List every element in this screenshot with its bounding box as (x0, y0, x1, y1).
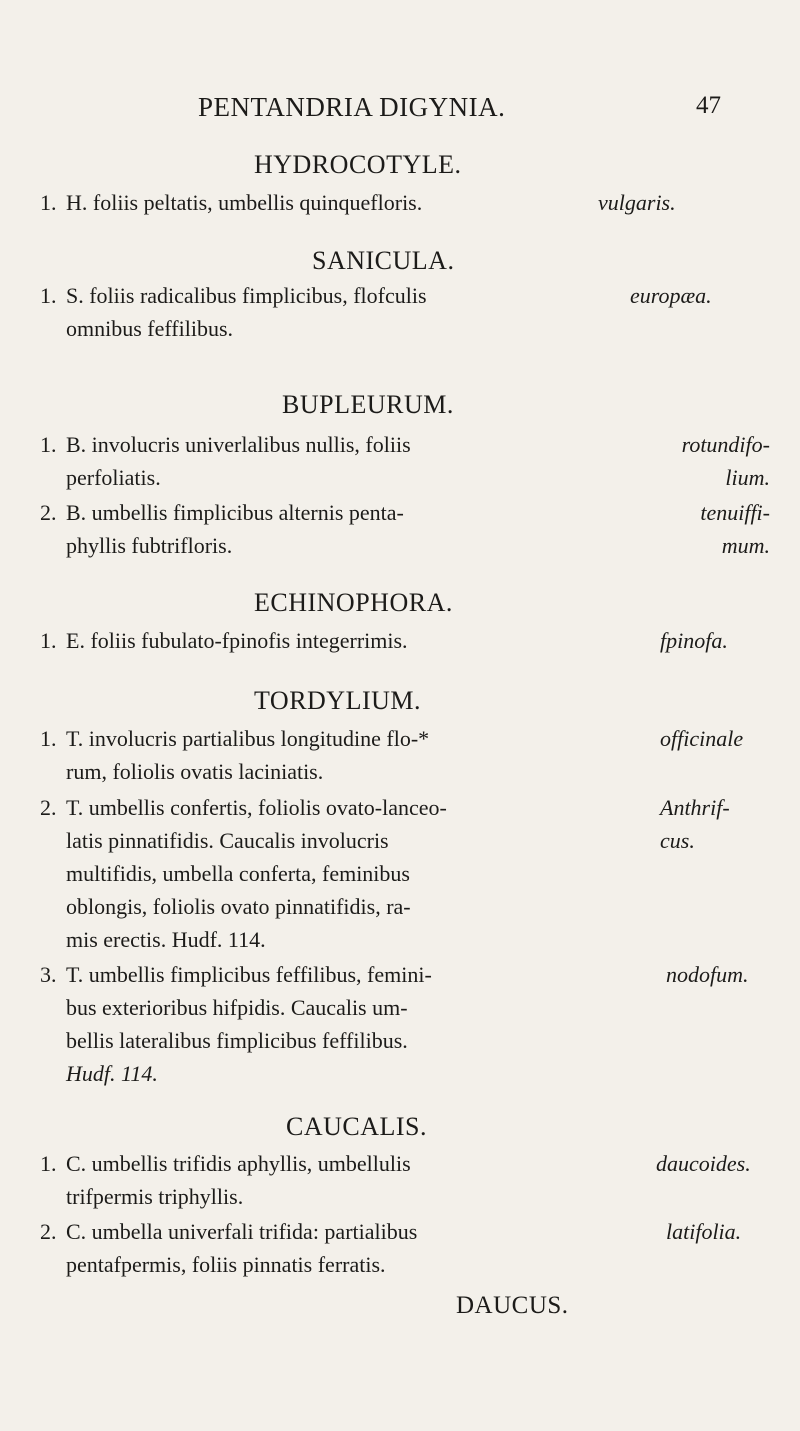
entry-line: latis pinnatifidis. Caucalis involucris (66, 828, 389, 853)
entry-line: phyllis fubtrifloris. (66, 533, 233, 558)
running-head: PENTANDRIA DIGYNIA. (198, 92, 506, 122)
entry-line: T. umbellis confertis, foliolis ovato-lanceo- (66, 795, 447, 820)
genus-heading: BUPLEURUM. (282, 390, 454, 419)
genus-heading: CAUCALIS. (286, 1112, 428, 1141)
species-epithet: fpinofa. (660, 628, 728, 653)
entry-line: S. foliis radicalibus fimplicibus, flofculis (66, 283, 427, 308)
entry-line: C. umbella univerfali trifida: partialibus (66, 1219, 418, 1244)
entry-line: omnibus feffilibus. (66, 316, 234, 341)
entry-line: E. foliis fubulato-fpinofis integerrimis. (66, 628, 408, 653)
entry-number: 1. (40, 283, 57, 308)
entry-text (66, 722, 646, 788)
entry-line: H. foliis peltatis, umbellis quinquefloris. (66, 190, 423, 215)
entry-text (66, 1215, 646, 1281)
entry-line: pentafpermis, foliis pinnatis ferratis. (66, 1252, 386, 1277)
entry-line: bellis lateralibus fimplicibus feffilibus. (66, 1028, 408, 1053)
species-epithet: officinale (660, 726, 744, 751)
catchword: DAUCUS. (456, 1292, 569, 1319)
entry-text (66, 791, 646, 956)
species-epithet: nodofum. (666, 962, 749, 987)
species-epithet: Anthrif- cus. (660, 795, 730, 853)
genus-heading: HYDROCOTYLE. (254, 150, 462, 179)
species-epithet: latifolia. (666, 1219, 742, 1244)
species-epithet: europæa. (630, 283, 712, 308)
species-epithet: tenuiffi- mum. (700, 500, 770, 558)
entry-line: perfoliatis. (66, 465, 161, 490)
entry-number: 1. (40, 432, 57, 457)
species-epithet: daucoides. (656, 1151, 751, 1176)
entry-number: 1. (40, 628, 57, 653)
genus-heading: ECHINOPHORA. (254, 588, 453, 617)
entry-line: trifpermis triphyllis. (66, 1184, 244, 1209)
page-number: 47 (696, 92, 721, 119)
entry-line: bus exterioribus hifpidis. Caucalis um- (66, 995, 408, 1020)
genus-heading: TORDYLIUM. (254, 686, 422, 715)
entry-number: 1. (40, 190, 57, 215)
entry-line: B. umbellis fimplicibus alternis penta- (66, 500, 404, 525)
entry-line: Hudf. 114. (66, 1061, 158, 1086)
entry-line: C. umbellis trifidis aphyllis, umbellulis (66, 1151, 411, 1176)
entry-number: 3. (40, 962, 57, 987)
entry-number: 2. (40, 1219, 57, 1244)
entry-line: mis erectis. Hudf. 114. (66, 927, 266, 952)
entry-number: 2. (40, 500, 57, 525)
entry-number: 1. (40, 726, 57, 751)
entry-text (66, 1147, 646, 1213)
species-epithet: vulgaris. (598, 190, 676, 215)
entry-text (66, 496, 646, 562)
entry-line: rum, foliolis ovatis laciniatis. (66, 759, 324, 784)
entry-number: 1. (40, 1151, 57, 1176)
entry-text (66, 624, 646, 657)
genus-heading: SANICULA. (312, 246, 455, 275)
entry-line: T. umbellis fimplicibus feffilibus, femini- (66, 962, 432, 987)
species-epithet: rotundifo- lium. (681, 432, 770, 490)
entry-line: B. involucris univerlalibus nullis, foliis (66, 432, 411, 457)
entry-text (66, 186, 646, 219)
entry-line: oblongis, foliolis ovato pinnatifidis, ra- (66, 894, 411, 919)
entry-text (66, 958, 646, 1090)
entry-text (66, 279, 646, 345)
entry-line: T. involucris partialibus longitudine flo-* (66, 726, 430, 751)
entry-line: multifidis, umbella conferta, feminibus (66, 861, 410, 886)
entry-text (66, 428, 646, 494)
entry-number: 2. (40, 795, 57, 820)
